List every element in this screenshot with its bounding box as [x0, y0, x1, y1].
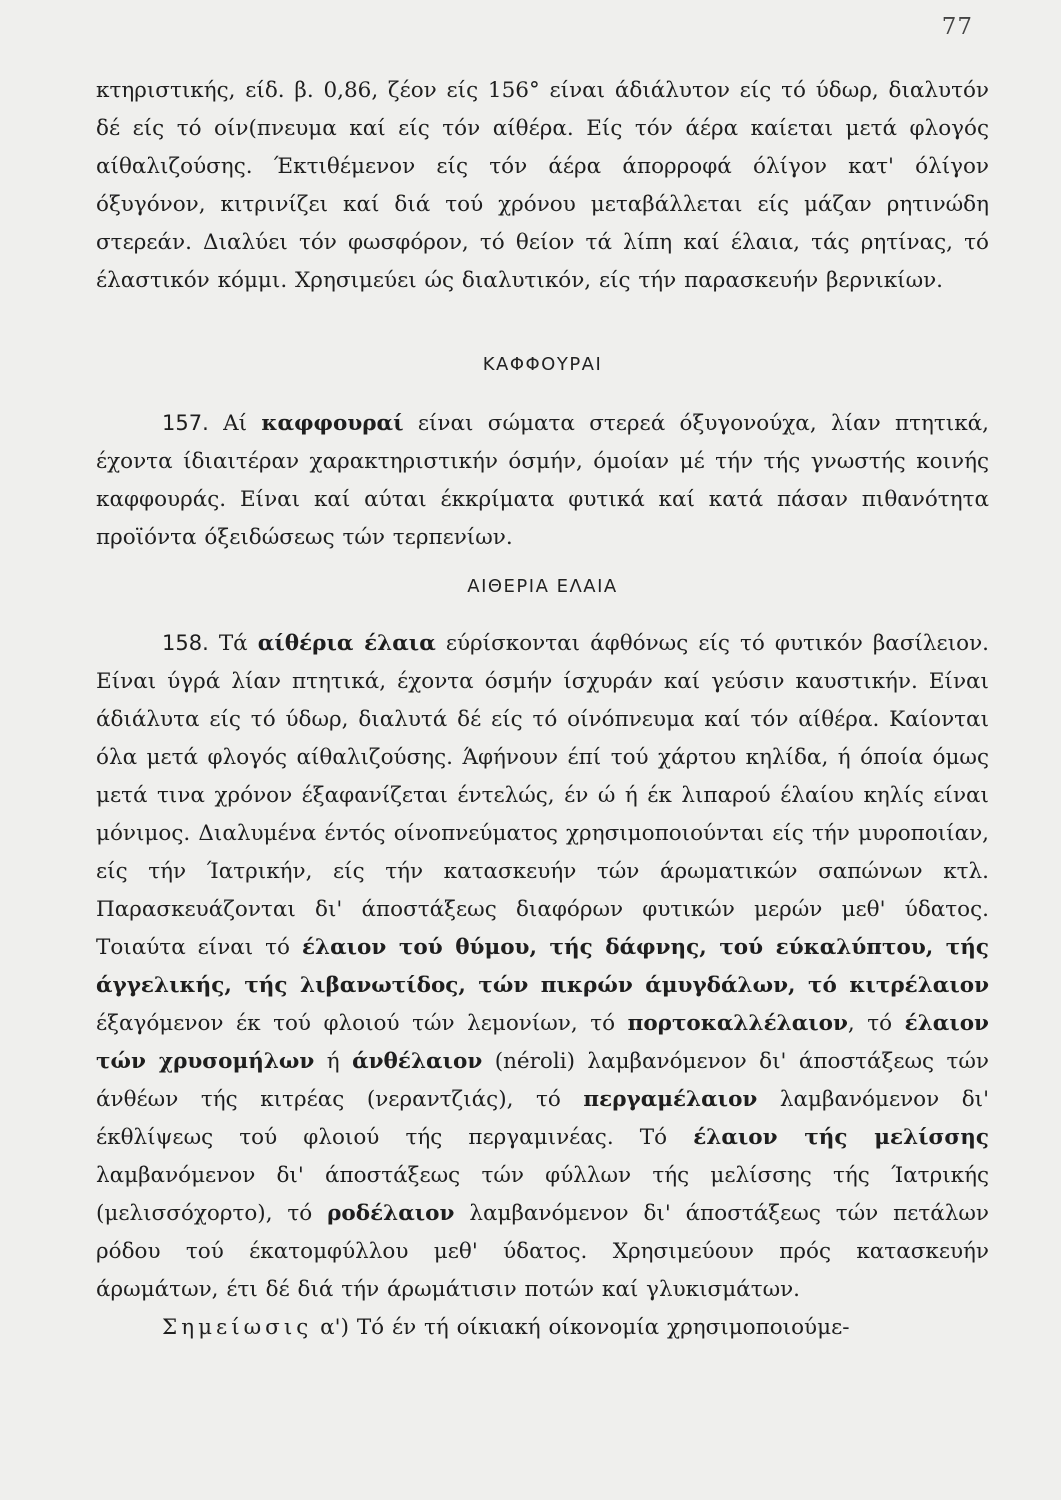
bold-term: αίθέρια έλαια: [257, 631, 436, 656]
note-marker: α'): [320, 1315, 349, 1340]
paragraph-158-text: 158. Τά αίθέρια έλαια εύρίσκονται άφθόνως είς τό φυτικόν βασίλειον. Είναι ύγρά λίαν πτητικά, έχοντα όσμήν ίσχυράν καί γεύσιν καυστικήν. Είναι άδιάλυτα είς τό ύδωρ, διαλυτά δέ είς τό οίνόπνευμα καί τόν αίθέρα. Καίονται όλα μετά φλογός αίθαλιζούσης. Άφήνουν έπί τού χάρτου κηλίδα, ή όποία όμως μετά τινα χρόνον έξαφανίζεται έντελώς, έν ώ ή έκ λιπαρού έλαίου κηλίς είναι μόνιμος. Διαλυμένα έντός οίνοπνεύματος χρησιμοποιούνται είς τήν μυροποιίαν, είς τήν Ίατρικήν, είς τήν κατασκευήν τών άρωματικών σαπώνων κτλ. Παρασκευάζονται δι' άποστάξεως διαφόρων φυτικών μερών μεθ' ύδατος. Τοιαύτα είναι τό έλαιον τού θύμου, τής δάφνης, τού εύκαλύπτου, τής άγγελικής, τής λιβανωτίδος, τών πικρών άμυγδάλων, τό κιτρέλαιον έξαγόμενον έκ τού φλοιού τών λεμονίων, τό πορτοκαλλέλαιον, τό έλαιον τών χρυσομήλων ή άνθέλαιον (néroli) λαμβανόμενον δι' άποστάξεως τών άνθέων τής κιτρέας (νεραντζιάς), τό περγαμέλαιον λαμβανόμενον δι' έκθλίψεως τού φλοιού τής περγαμινέας. Τό έλαιον τής μελίσσης λαμβανόμενον δι' άποστάξεως τών φύλλων τής μελίσσης τής Ίατρικής (μελισσόχορτο), τό ροδέλαιον λαμβανόμενον δι' άποστάξεως τών πετάλων ρόδου τού έκατομφύλλου μεθ' ύδατος. Χρησιμεύουν πρός κατασκευήν άρωμάτων, έτι δέ διά τήν άρωμάτισιν ποτών καί γλυκισμάτων.: [96, 631, 990, 1302]
bold-term: καφφουραί: [261, 411, 404, 436]
bold-term: άνθέλαιον: [352, 1049, 483, 1074]
bold-term: έλαιον τών χρυσομήλων: [96, 1011, 989, 1074]
section-heading-aitheria-elaia: ΑΙΘΕΡΙΑ ΕΛΑΙΑ: [467, 576, 618, 597]
bold-term: ροδέλαιον: [327, 1201, 455, 1226]
paragraph-158: [96, 624, 989, 1347]
paragraph-number: 158.: [162, 631, 209, 655]
bold-term: έλαιον τού θύμου, τής δάφνης, τού εύκαλύπτου, τής άγγελικής, τής λιβανωτίδος, τών πικρών άμυγδάλων, τό κιτρέλαιον: [96, 935, 989, 998]
section-heading-kaffourai: ΚΑΦΦΟΥΡΑΙ: [482, 354, 603, 375]
bold-term: έλαιον τής μελίσσης: [693, 1125, 989, 1150]
paragraph-number: 157.: [162, 411, 209, 435]
note-label: Σημείωσις: [162, 1315, 313, 1340]
bold-term: πορτοκαλλέλαιον: [627, 1011, 848, 1036]
note-paragraph: Σημείωσις α') Τό έν τή οίκιακή οίκονομία χρησιμοποιούμε-: [162, 1315, 850, 1340]
intro-paragraph: [96, 72, 989, 300]
intro-text: κτηριστικής, είδ. β. 0,86, ζέον είς 156° είναι άδιάλυτον είς τό ύδωρ, διαλυτόν δέ είς τό οίν(πνευμα καί είς τόν αίθέρα. Είς τόν άέρα καίεται μετά φλογός αίθαλιζούσης. Έκτιθέμενον είς τόν άέρα άπορροφά όλίγον κατ' όλίγον όξυγόνον, κιτρινίζει καί διά τού χρόνου μεταβάλλεται είς μάζαν ρητινώδη στερεάν. Διαλύει τόν φωσφόρον, τό θείον τά λίπη καί έλαια, τάς ρητίνας, τό έλαστικόν κόμμι. Χρησιμεύει ώς διαλυτικόν, είς τήν παρασκευήν βερνικίων.: [96, 78, 989, 293]
page-number: 77: [941, 14, 973, 40]
bold-term: περγαμέλαιον: [583, 1087, 758, 1112]
paragraph-157: [96, 404, 989, 557]
paragraph-157-text: 157. Αί καφφουραί είναι σώματα στερεά όξυγονούχα, λίαν πτητικά, έχοντα ίδιαιτέραν χαρακτηριστικήν όσμήν, όμοίαν μέ τήν τής γνωστής κοινής καφφουράς. Είναι καί αύται έκκρίματα φυτικά καί κατά πάσαν πιθανότητα προϊόντα όξειδώσεως τών τερπενίων.: [96, 411, 989, 550]
